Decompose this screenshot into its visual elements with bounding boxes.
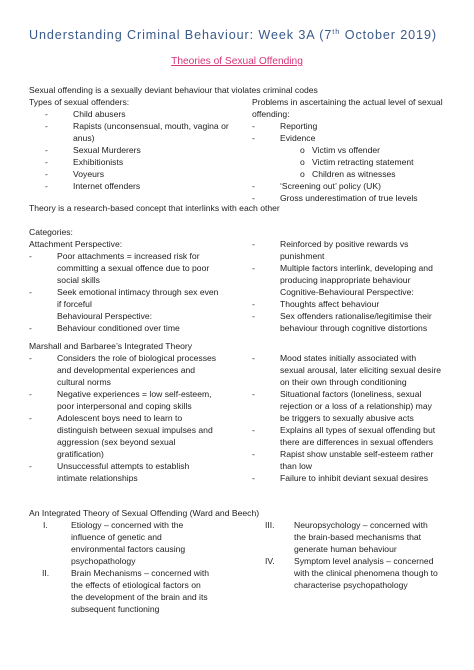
ward-right-list (265, 519, 438, 591)
behavioural-label: Behavioural Perspective: (57, 311, 153, 321)
intro-text: Sexual offending is a sexually deviant behaviour that violates criminal codes (29, 85, 318, 95)
list-item: environmental factors causing (71, 544, 186, 554)
ward-label: An Integrated Theory of Sexual Offending (Ward and Beech) (29, 508, 260, 518)
list-item: IV. Symptom level analysis – concerned (265, 556, 434, 566)
problems-label: Problems in ascertaining the actual level of sexual (252, 97, 443, 107)
list-item: punishment (280, 251, 325, 261)
list-item: the brain-based mechanisms that (294, 532, 422, 542)
problems-sublist (300, 144, 414, 180)
list-item: committing a sexual offence due to poor (57, 263, 210, 273)
list-item: - Poor attachments = increased risk for (29, 251, 200, 261)
problems-label-2: offending: (252, 109, 290, 119)
list-item: - Sexual Murderers (45, 145, 141, 155)
list-item: generate human behaviour (294, 544, 397, 554)
marshall-label: Marshall and Barbaree’s Integrated Theory (29, 341, 193, 351)
list-item: o Victim vs offender (300, 145, 380, 155)
list-item: - Explains all types of sexual offending but (252, 425, 436, 435)
list-item: intimate relationships (57, 473, 138, 483)
list-item: influence of genetic and (71, 532, 162, 542)
list-item: o Children as witnesses (300, 169, 396, 179)
list-item: social skills (57, 275, 100, 285)
theory-definition: Theory is a research-based concept that interlinks with each other (29, 203, 280, 213)
marshall-right-list (252, 352, 441, 484)
marshall-left-list (29, 352, 217, 484)
list-item: - Exhibitionists (45, 157, 124, 167)
list-item: characterise psychopathology (294, 580, 408, 590)
list-item: subsequent functioning (71, 604, 160, 614)
list-item: - Negative experiences = low self-esteem, (29, 389, 212, 399)
list-item: III. Neuropsychology – concerned with (265, 520, 428, 530)
problems-list (252, 120, 318, 144)
list-item: - Rapists (unconsensual, mouth, vagina or (45, 121, 229, 131)
list-item: - Considers the role of biological processes (29, 353, 217, 363)
list-item: be triggers to sexually abusive acts (280, 413, 414, 423)
list-item: - Rapist show unstable self-esteem rather (252, 449, 434, 459)
list-item: cultural norms (57, 377, 111, 387)
list-item: - Unsuccessful attempts to establish (29, 461, 190, 471)
attachment-label: Attachment Perspective: (29, 239, 123, 249)
list-item: there are differences in sexual offenders (280, 437, 434, 447)
list-item: with the clinical phenomena though to (294, 568, 438, 578)
list-item: - Sex offenders rationalise/legitimise their (252, 311, 432, 321)
list-item: - Failure to inhibit deviant sexual desires (252, 473, 429, 483)
list-item: - Reporting (252, 121, 318, 131)
list-item: distinguish between sexual impulses and (57, 425, 213, 435)
list-item: sexual arousal, later eliciting sexual desire (280, 365, 441, 375)
problems-list-2 (252, 180, 418, 204)
list-item: and developmental experiences and (57, 365, 196, 375)
list-item: II. Brain Mechanisms – concerned with (42, 568, 210, 578)
list-item: - Child abusers (45, 109, 126, 119)
attachment-list (29, 250, 219, 334)
list-item: the effects of etiological factors on (71, 580, 201, 590)
section-heading: Theories of Sexual Offending (171, 56, 303, 67)
list-item: - Mood states initially associated with (252, 353, 417, 363)
types-list (45, 108, 229, 192)
list-item: - Evidence (252, 133, 316, 143)
list-item: - Gross underestimation of true levels (252, 193, 418, 203)
list-item: poor interpersonal and coping skills (57, 401, 192, 411)
list-item: - Reinforced by positive rewards vs (252, 239, 409, 249)
list-item: - Seek emotional intimacy through sex even (29, 287, 219, 297)
list-item: the development of the brain and its (71, 592, 208, 602)
document-title: Understanding Criminal Behaviour: Week 3A (7th October 2019) (29, 27, 437, 43)
list-item: - Thoughts affect behaviour (252, 299, 380, 309)
list-item: aggression (sex beyond sexual (57, 437, 176, 447)
list-item: - ‘Screening out’ policy (UK) (252, 181, 381, 191)
list-item: gratification) (57, 449, 104, 459)
list-item: on their own through conditioning (280, 377, 407, 387)
list-item: I. Etiology – concerned with the (43, 520, 184, 530)
cognitive-label: Cognitive-Behavioural Perspective: (280, 287, 414, 297)
ward-left-list (42, 519, 210, 615)
list-item: - Behaviour conditioned over time (29, 323, 180, 333)
list-item: behaviour through cognitive distortions (280, 323, 428, 333)
list-item: producing inappropriate behaviour (280, 275, 411, 285)
list-item: - Adolescent boys need to learn to (29, 413, 183, 423)
list-item: - Situational factors (loneliness, sexual (252, 389, 422, 399)
list-item: than low (280, 461, 313, 471)
list-item: - Voyeurs (45, 169, 105, 179)
list-item: anus) (73, 133, 95, 143)
types-label: Types of sexual offenders: (29, 97, 130, 107)
list-item: psychopathology (71, 556, 136, 566)
list-item: if forceful (57, 299, 92, 309)
list-item: - Multiple factors interlink, developing and (252, 263, 433, 273)
categories-right-list (252, 238, 433, 334)
list-item: - Internet offenders (45, 181, 141, 191)
list-item: rejection or a loss of a relationship) may (280, 401, 432, 411)
list-item: o Victim retracting statement (300, 157, 414, 167)
categories-label: Categories: (29, 227, 73, 237)
